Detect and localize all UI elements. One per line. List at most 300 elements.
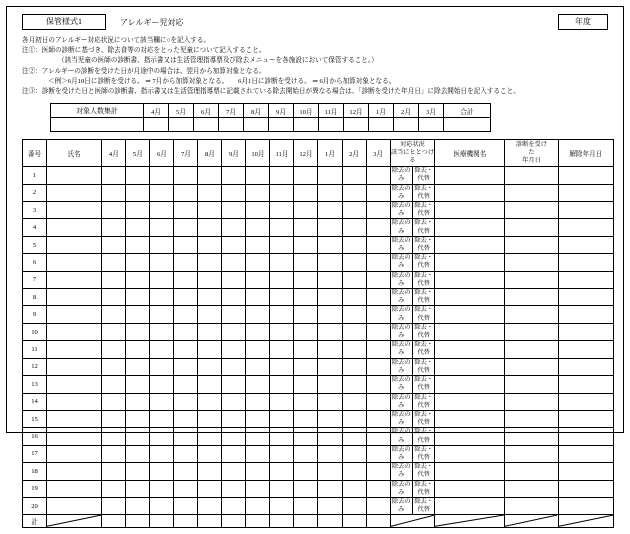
row-month-cell-8[interactable] — [294, 341, 318, 358]
total-month-cell-2[interactable] — [150, 515, 174, 527]
row-month-cell-7[interactable] — [270, 445, 294, 462]
row-release-date-cell[interactable] — [558, 202, 613, 219]
row-name-cell[interactable] — [47, 236, 102, 253]
row-month-cell-0[interactable] — [102, 289, 126, 306]
row-month-cell-10[interactable] — [342, 445, 366, 462]
row-month-cell-10[interactable] — [342, 376, 366, 393]
row-month-cell-5[interactable] — [222, 236, 246, 253]
row-month-cell-5[interactable] — [222, 341, 246, 358]
row-month-cell-9[interactable] — [318, 236, 342, 253]
row-month-cell-8[interactable] — [294, 219, 318, 236]
row-name-cell[interactable] — [47, 393, 102, 410]
row-month-cell-9[interactable] — [318, 463, 342, 480]
row-month-cell-2[interactable] — [150, 236, 174, 253]
row-name-cell[interactable] — [47, 497, 102, 514]
row-month-cell-10[interactable] — [342, 289, 366, 306]
row-month-cell-7[interactable] — [270, 497, 294, 514]
status-option-removal-substitute[interactable]: 除去・代替 — [414, 306, 433, 322]
row-month-cell-6[interactable] — [246, 480, 270, 497]
row-release-date-cell[interactable] — [558, 445, 613, 462]
status-option-removal-only[interactable]: 除去のみ — [391, 480, 411, 496]
row-month-cell-0[interactable] — [102, 393, 126, 410]
row-month-cell-10[interactable] — [342, 306, 366, 323]
row-month-cell-4[interactable] — [198, 428, 222, 445]
status-option-removal-only[interactable]: 除去のみ — [391, 376, 411, 392]
row-month-cell-0[interactable] — [102, 236, 126, 253]
row-month-cell-0[interactable] — [102, 306, 126, 323]
row-month-cell-9[interactable] — [318, 219, 342, 236]
row-month-cell-1[interactable] — [126, 306, 150, 323]
row-month-cell-6[interactable] — [246, 219, 270, 236]
row-diagnosis-date-cell[interactable] — [505, 463, 558, 480]
row-month-cell-10[interactable] — [342, 358, 366, 375]
row-month-cell-7[interactable] — [270, 393, 294, 410]
row-month-cell-3[interactable] — [174, 410, 198, 427]
row-month-cell-1[interactable] — [126, 410, 150, 427]
row-month-cell-6[interactable] — [246, 184, 270, 201]
status-option-removal-only[interactable]: 除去のみ — [391, 167, 411, 183]
row-month-cell-9[interactable] — [318, 393, 342, 410]
row-release-date-cell[interactable] — [558, 463, 613, 480]
row-month-cell-0[interactable] — [102, 341, 126, 358]
row-month-cell-5[interactable] — [222, 428, 246, 445]
row-diagnosis-date-cell[interactable] — [505, 410, 558, 427]
row-name-cell[interactable] — [47, 358, 102, 375]
row-diagnosis-date-cell[interactable] — [505, 341, 558, 358]
row-month-cell-10[interactable] — [342, 167, 366, 184]
row-month-cell-5[interactable] — [222, 289, 246, 306]
status-option-removal-only[interactable]: 除去のみ — [391, 497, 411, 514]
row-month-cell-8[interactable] — [294, 376, 318, 393]
row-hospital-cell[interactable] — [435, 236, 505, 253]
row-month-cell-9[interactable] — [318, 341, 342, 358]
row-diagnosis-date-cell[interactable] — [505, 236, 558, 253]
status-option-removal-substitute[interactable]: 除去・代替 — [414, 428, 433, 444]
row-hospital-cell[interactable] — [435, 323, 505, 340]
row-month-cell-7[interactable] — [270, 428, 294, 445]
row-month-cell-9[interactable] — [318, 480, 342, 497]
row-month-cell-5[interactable] — [222, 254, 246, 271]
row-release-date-cell[interactable] — [558, 358, 613, 375]
row-name-cell[interactable] — [47, 341, 102, 358]
status-option-removal-only[interactable]: 除去のみ — [391, 236, 411, 253]
row-hospital-cell[interactable] — [435, 358, 505, 375]
status-option-removal-substitute[interactable]: 除去・代替 — [414, 341, 433, 357]
row-month-cell-7[interactable] — [270, 463, 294, 480]
status-option-removal-substitute[interactable]: 除去・代替 — [414, 358, 433, 374]
row-month-cell-10[interactable] — [342, 497, 366, 514]
row-month-cell-6[interactable] — [246, 167, 270, 184]
summary-value-10[interactable] — [394, 118, 419, 132]
row-month-cell-4[interactable] — [198, 393, 222, 410]
row-month-cell-7[interactable] — [270, 306, 294, 323]
row-month-cell-11[interactable] — [366, 358, 390, 375]
row-diagnosis-date-cell[interactable] — [505, 202, 558, 219]
total-month-cell-0[interactable] — [102, 515, 126, 527]
row-month-cell-4[interactable] — [198, 202, 222, 219]
status-option-removal-substitute[interactable]: 除去・代替 — [414, 463, 433, 479]
row-release-date-cell[interactable] — [558, 428, 613, 445]
row-month-cell-9[interactable] — [318, 410, 342, 427]
status-option-removal-only[interactable]: 除去のみ — [391, 202, 411, 218]
row-month-cell-11[interactable] — [366, 410, 390, 427]
row-month-cell-2[interactable] — [150, 341, 174, 358]
row-month-cell-6[interactable] — [246, 202, 270, 219]
row-name-cell[interactable] — [47, 219, 102, 236]
row-release-date-cell[interactable] — [558, 341, 613, 358]
row-month-cell-8[interactable] — [294, 202, 318, 219]
status-option-removal-only[interactable]: 除去のみ — [391, 341, 411, 357]
row-month-cell-4[interactable] — [198, 184, 222, 201]
row-month-cell-4[interactable] — [198, 497, 222, 514]
row-diagnosis-date-cell[interactable] — [505, 393, 558, 410]
row-month-cell-7[interactable] — [270, 376, 294, 393]
row-month-cell-5[interactable] — [222, 167, 246, 184]
row-month-cell-7[interactable] — [270, 323, 294, 340]
row-month-cell-3[interactable] — [174, 463, 198, 480]
row-month-cell-4[interactable] — [198, 358, 222, 375]
status-option-removal-substitute[interactable]: 除去・代替 — [414, 323, 433, 340]
row-month-cell-11[interactable] — [366, 289, 390, 306]
row-month-cell-11[interactable] — [366, 445, 390, 462]
row-release-date-cell[interactable] — [558, 497, 613, 514]
row-month-cell-10[interactable] — [342, 254, 366, 271]
status-option-removal-substitute[interactable]: 除去・代替 — [414, 271, 433, 287]
row-month-cell-9[interactable] — [318, 202, 342, 219]
row-month-cell-7[interactable] — [270, 358, 294, 375]
row-month-cell-4[interactable] — [198, 306, 222, 323]
row-month-cell-3[interactable] — [174, 323, 198, 340]
row-month-cell-3[interactable] — [174, 184, 198, 201]
row-month-cell-9[interactable] — [318, 167, 342, 184]
row-month-cell-1[interactable] — [126, 323, 150, 340]
row-name-cell[interactable] — [47, 167, 102, 184]
status-option-removal-substitute[interactable]: 除去・代替 — [414, 410, 433, 427]
row-month-cell-0[interactable] — [102, 480, 126, 497]
row-name-cell[interactable] — [47, 184, 102, 201]
row-month-cell-9[interactable] — [318, 445, 342, 462]
row-month-cell-8[interactable] — [294, 358, 318, 375]
row-month-cell-7[interactable] — [270, 410, 294, 427]
row-month-cell-1[interactable] — [126, 341, 150, 358]
row-month-cell-11[interactable] — [366, 393, 390, 410]
row-month-cell-2[interactable] — [150, 410, 174, 427]
row-release-date-cell[interactable] — [558, 480, 613, 497]
status-option-removal-substitute[interactable]: 除去・代替 — [414, 376, 433, 392]
row-diagnosis-date-cell[interactable] — [505, 219, 558, 236]
row-month-cell-1[interactable] — [126, 428, 150, 445]
row-month-cell-11[interactable] — [366, 236, 390, 253]
summary-value-5[interactable] — [269, 118, 294, 132]
row-month-cell-11[interactable] — [366, 428, 390, 445]
row-diagnosis-date-cell[interactable] — [505, 445, 558, 462]
row-month-cell-0[interactable] — [102, 376, 126, 393]
row-month-cell-7[interactable] — [270, 254, 294, 271]
row-name-cell[interactable] — [47, 202, 102, 219]
row-release-date-cell[interactable] — [558, 393, 613, 410]
row-month-cell-8[interactable] — [294, 236, 318, 253]
row-month-cell-6[interactable] — [246, 341, 270, 358]
row-month-cell-11[interactable] — [366, 376, 390, 393]
summary-total-value[interactable] — [444, 118, 491, 132]
row-month-cell-11[interactable] — [366, 254, 390, 271]
row-month-cell-10[interactable] — [342, 341, 366, 358]
status-option-removal-substitute[interactable]: 除去・代替 — [414, 445, 433, 461]
row-month-cell-3[interactable] — [174, 393, 198, 410]
summary-value-3[interactable] — [219, 118, 244, 132]
row-month-cell-5[interactable] — [222, 497, 246, 514]
row-month-cell-3[interactable] — [174, 289, 198, 306]
row-month-cell-2[interactable] — [150, 358, 174, 375]
status-option-removal-substitute[interactable]: 除去・代替 — [414, 202, 433, 218]
status-option-removal-substitute[interactable]: 除去・代替 — [414, 167, 433, 183]
row-hospital-cell[interactable] — [435, 341, 505, 358]
row-hospital-cell[interactable] — [435, 393, 505, 410]
status-option-removal-only[interactable]: 除去のみ — [391, 428, 411, 444]
row-month-cell-0[interactable] — [102, 323, 126, 340]
row-name-cell[interactable] — [47, 463, 102, 480]
summary-value-11[interactable] — [419, 118, 444, 132]
status-option-removal-substitute[interactable]: 除去・代替 — [414, 254, 433, 270]
row-month-cell-9[interactable] — [318, 428, 342, 445]
row-month-cell-3[interactable] — [174, 497, 198, 514]
row-release-date-cell[interactable] — [558, 184, 613, 201]
row-month-cell-8[interactable] — [294, 167, 318, 184]
row-month-cell-4[interactable] — [198, 445, 222, 462]
total-month-cell-5[interactable] — [222, 515, 246, 527]
row-month-cell-0[interactable] — [102, 271, 126, 288]
row-month-cell-10[interactable] — [342, 323, 366, 340]
row-month-cell-0[interactable] — [102, 184, 126, 201]
row-hospital-cell[interactable] — [435, 202, 505, 219]
row-month-cell-0[interactable] — [102, 202, 126, 219]
row-month-cell-0[interactable] — [102, 410, 126, 427]
row-month-cell-1[interactable] — [126, 167, 150, 184]
row-month-cell-1[interactable] — [126, 393, 150, 410]
row-month-cell-5[interactable] — [222, 480, 246, 497]
row-month-cell-11[interactable] — [366, 271, 390, 288]
status-option-removal-only[interactable]: 除去のみ — [391, 358, 411, 374]
row-month-cell-8[interactable] — [294, 480, 318, 497]
row-month-cell-6[interactable] — [246, 497, 270, 514]
row-release-date-cell[interactable] — [558, 410, 613, 427]
row-month-cell-2[interactable] — [150, 289, 174, 306]
row-month-cell-1[interactable] — [126, 480, 150, 497]
row-month-cell-3[interactable] — [174, 306, 198, 323]
row-hospital-cell[interactable] — [435, 480, 505, 497]
row-month-cell-8[interactable] — [294, 497, 318, 514]
row-month-cell-4[interactable] — [198, 410, 222, 427]
summary-value-2[interactable] — [194, 118, 219, 132]
row-diagnosis-date-cell[interactable] — [505, 323, 558, 340]
row-name-cell[interactable] — [47, 306, 102, 323]
row-hospital-cell[interactable] — [435, 376, 505, 393]
row-month-cell-1[interactable] — [126, 202, 150, 219]
status-option-removal-substitute[interactable]: 除去・代替 — [414, 289, 433, 305]
row-month-cell-10[interactable] — [342, 410, 366, 427]
row-month-cell-5[interactable] — [222, 323, 246, 340]
row-month-cell-6[interactable] — [246, 271, 270, 288]
row-month-cell-4[interactable] — [198, 480, 222, 497]
row-month-cell-1[interactable] — [126, 445, 150, 462]
row-month-cell-4[interactable] — [198, 341, 222, 358]
row-month-cell-6[interactable] — [246, 445, 270, 462]
row-month-cell-0[interactable] — [102, 445, 126, 462]
row-month-cell-7[interactable] — [270, 184, 294, 201]
row-month-cell-3[interactable] — [174, 445, 198, 462]
summary-value-6[interactable] — [294, 118, 319, 132]
row-month-cell-9[interactable] — [318, 323, 342, 340]
row-month-cell-3[interactable] — [174, 254, 198, 271]
summary-value-4[interactable] — [244, 118, 269, 132]
row-month-cell-2[interactable] — [150, 497, 174, 514]
row-month-cell-10[interactable] — [342, 236, 366, 253]
row-month-cell-7[interactable] — [270, 202, 294, 219]
row-month-cell-10[interactable] — [342, 219, 366, 236]
row-month-cell-5[interactable] — [222, 184, 246, 201]
status-option-removal-substitute[interactable]: 除去・代替 — [414, 393, 433, 409]
row-month-cell-9[interactable] — [318, 358, 342, 375]
row-month-cell-11[interactable] — [366, 219, 390, 236]
status-option-removal-only[interactable]: 除去のみ — [391, 306, 411, 322]
row-month-cell-9[interactable] — [318, 271, 342, 288]
row-month-cell-11[interactable] — [366, 202, 390, 219]
row-month-cell-2[interactable] — [150, 271, 174, 288]
row-month-cell-10[interactable] — [342, 480, 366, 497]
row-month-cell-1[interactable] — [126, 254, 150, 271]
row-hospital-cell[interactable] — [435, 410, 505, 427]
row-month-cell-7[interactable] — [270, 341, 294, 358]
row-month-cell-3[interactable] — [174, 219, 198, 236]
row-release-date-cell[interactable] — [558, 376, 613, 393]
row-month-cell-6[interactable] — [246, 393, 270, 410]
row-month-cell-7[interactable] — [270, 480, 294, 497]
row-month-cell-3[interactable] — [174, 480, 198, 497]
row-month-cell-0[interactable] — [102, 358, 126, 375]
row-name-cell[interactable] — [47, 271, 102, 288]
row-month-cell-11[interactable] — [366, 184, 390, 201]
row-month-cell-1[interactable] — [126, 271, 150, 288]
row-month-cell-11[interactable] — [366, 306, 390, 323]
row-month-cell-4[interactable] — [198, 323, 222, 340]
row-month-cell-6[interactable] — [246, 428, 270, 445]
row-month-cell-0[interactable] — [102, 497, 126, 514]
row-month-cell-4[interactable] — [198, 289, 222, 306]
row-month-cell-5[interactable] — [222, 463, 246, 480]
status-option-removal-substitute[interactable]: 除去・代替 — [414, 497, 433, 514]
total-month-cell-8[interactable] — [294, 515, 318, 527]
row-hospital-cell[interactable] — [435, 445, 505, 462]
row-month-cell-4[interactable] — [198, 167, 222, 184]
status-option-removal-substitute[interactable]: 除去・代替 — [414, 480, 433, 496]
row-month-cell-3[interactable] — [174, 167, 198, 184]
row-month-cell-11[interactable] — [366, 341, 390, 358]
row-month-cell-11[interactable] — [366, 480, 390, 497]
row-month-cell-1[interactable] — [126, 358, 150, 375]
row-diagnosis-date-cell[interactable] — [505, 271, 558, 288]
row-month-cell-0[interactable] — [102, 167, 126, 184]
row-month-cell-4[interactable] — [198, 463, 222, 480]
row-month-cell-2[interactable] — [150, 445, 174, 462]
row-month-cell-4[interactable] — [198, 254, 222, 271]
row-release-date-cell[interactable] — [558, 167, 613, 184]
row-month-cell-0[interactable] — [102, 428, 126, 445]
row-month-cell-6[interactable] — [246, 289, 270, 306]
row-month-cell-9[interactable] — [318, 254, 342, 271]
row-name-cell[interactable] — [47, 410, 102, 427]
row-month-cell-8[interactable] — [294, 254, 318, 271]
row-release-date-cell[interactable] — [558, 323, 613, 340]
row-month-cell-2[interactable] — [150, 202, 174, 219]
row-month-cell-2[interactable] — [150, 428, 174, 445]
row-month-cell-10[interactable] — [342, 271, 366, 288]
row-month-cell-5[interactable] — [222, 358, 246, 375]
total-month-cell-3[interactable] — [174, 515, 198, 527]
row-name-cell[interactable] — [47, 428, 102, 445]
row-month-cell-11[interactable] — [366, 323, 390, 340]
row-month-cell-2[interactable] — [150, 254, 174, 271]
summary-value-8[interactable] — [344, 118, 369, 132]
row-diagnosis-date-cell[interactable] — [505, 289, 558, 306]
row-diagnosis-date-cell[interactable] — [505, 254, 558, 271]
row-month-cell-8[interactable] — [294, 289, 318, 306]
row-diagnosis-date-cell[interactable] — [505, 480, 558, 497]
row-diagnosis-date-cell[interactable] — [505, 376, 558, 393]
row-month-cell-0[interactable] — [102, 254, 126, 271]
row-month-cell-8[interactable] — [294, 410, 318, 427]
row-month-cell-9[interactable] — [318, 306, 342, 323]
status-option-removal-substitute[interactable]: 除去・代替 — [414, 236, 433, 253]
row-month-cell-8[interactable] — [294, 393, 318, 410]
row-hospital-cell[interactable] — [435, 463, 505, 480]
status-option-removal-only[interactable]: 除去のみ — [391, 463, 411, 479]
row-month-cell-1[interactable] — [126, 463, 150, 480]
row-month-cell-5[interactable] — [222, 445, 246, 462]
row-month-cell-2[interactable] — [150, 323, 174, 340]
row-month-cell-4[interactable] — [198, 271, 222, 288]
row-month-cell-2[interactable] — [150, 376, 174, 393]
status-option-removal-only[interactable]: 除去のみ — [391, 271, 411, 287]
status-option-removal-only[interactable]: 除去のみ — [391, 445, 411, 461]
row-hospital-cell[interactable] — [435, 271, 505, 288]
row-month-cell-5[interactable] — [222, 410, 246, 427]
row-month-cell-11[interactable] — [366, 463, 390, 480]
row-diagnosis-date-cell[interactable] — [505, 184, 558, 201]
row-month-cell-8[interactable] — [294, 463, 318, 480]
row-month-cell-10[interactable] — [342, 184, 366, 201]
row-month-cell-9[interactable] — [318, 376, 342, 393]
row-name-cell[interactable] — [47, 254, 102, 271]
row-diagnosis-date-cell[interactable] — [505, 428, 558, 445]
row-month-cell-5[interactable] — [222, 306, 246, 323]
row-month-cell-4[interactable] — [198, 219, 222, 236]
row-month-cell-6[interactable] — [246, 306, 270, 323]
row-month-cell-0[interactable] — [102, 219, 126, 236]
row-hospital-cell[interactable] — [435, 254, 505, 271]
row-release-date-cell[interactable] — [558, 236, 613, 253]
row-month-cell-3[interactable] — [174, 271, 198, 288]
row-month-cell-5[interactable] — [222, 376, 246, 393]
row-month-cell-5[interactable] — [222, 219, 246, 236]
row-name-cell[interactable] — [47, 480, 102, 497]
row-month-cell-1[interactable] — [126, 236, 150, 253]
row-month-cell-4[interactable] — [198, 376, 222, 393]
row-month-cell-9[interactable] — [318, 497, 342, 514]
row-release-date-cell[interactable] — [558, 219, 613, 236]
row-month-cell-3[interactable] — [174, 341, 198, 358]
total-month-cell-4[interactable] — [198, 515, 222, 527]
row-hospital-cell[interactable] — [435, 428, 505, 445]
